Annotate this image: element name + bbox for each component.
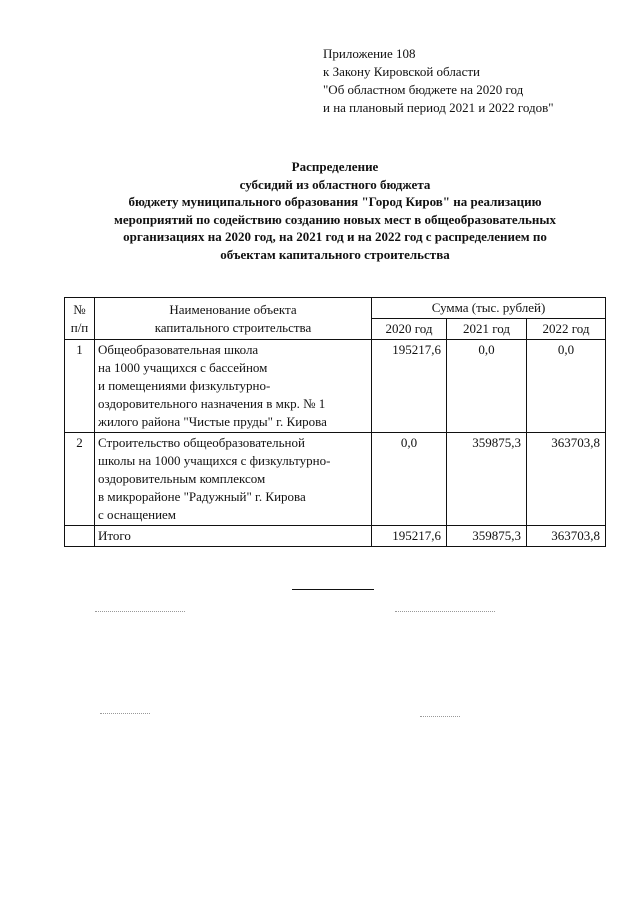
title-line: объектам капитального строительства	[220, 246, 450, 262]
row-name-line: в микрорайоне "Радужный" г. Кирова	[98, 489, 306, 504]
table-header-row	[65, 298, 606, 319]
header-year: 2020 год	[372, 319, 447, 340]
table-total-row	[65, 526, 606, 547]
table-row	[65, 433, 606, 526]
row-name-line: оздоровительным комплексом	[98, 471, 266, 486]
header-num	[65, 298, 95, 340]
appendix-line: "Об областном бюджете на 2020 год	[323, 82, 524, 97]
table-row	[65, 340, 606, 433]
row-name-line: Строительство общеобразовательной	[98, 435, 305, 450]
document-title	[60, 158, 610, 263]
row-value-2021: 0,0	[447, 340, 527, 433]
header-year: 2021 год	[447, 319, 527, 340]
row-name-line: жилого района "Чистые пруды" г. Кирова	[98, 414, 327, 429]
header-year: 2022 год	[527, 319, 606, 340]
title-line: организациях на 2020 год, на 2021 год и на 2022 год с распределением по	[123, 229, 547, 244]
title-line: субсидий из областного бюджета	[239, 176, 431, 192]
header-name-line: Наименование объекта	[169, 301, 297, 317]
row-name-line: и помещениями физкультурно-	[98, 378, 271, 393]
header-name-line: капитального строительства	[154, 319, 312, 335]
closing-rule	[292, 589, 374, 590]
row-name	[95, 340, 372, 433]
row-name-line: с оснащением	[98, 507, 177, 522]
total-value-2022: 363703,8	[527, 526, 606, 547]
header-num-line: №	[73, 301, 86, 317]
row-name-line: на 1000 учащихся с бассейном	[98, 360, 268, 375]
row-value-2022: 363703,8	[527, 433, 606, 526]
scan-smudge	[95, 611, 185, 612]
row-name-line: школы на 1000 учащихся с физкультурно-	[98, 453, 331, 468]
title-line: Распределение	[291, 159, 379, 174]
title-line: мероприятий по содействию созданию новых мест в общеобразовательных	[113, 211, 557, 227]
header-num-line: п/п	[70, 319, 89, 335]
appendix-line: Приложение 108	[323, 46, 416, 61]
subsidy-table	[64, 297, 606, 547]
row-value-2020: 0,0	[372, 433, 447, 526]
header-name	[95, 298, 372, 340]
row-name-line: Общеобразовательная школа	[98, 342, 259, 357]
row-value-2022: 0,0	[527, 340, 606, 433]
appendix-line: и на плановый период 2021 и 2022 годов"	[323, 100, 554, 115]
row-value-2021: 359875,3	[447, 433, 527, 526]
header-sum-group: Сумма (тыс. рублей)	[372, 298, 606, 319]
total-value-2021: 359875,3	[447, 526, 527, 547]
scan-smudge	[100, 713, 150, 714]
total-value-2020: 195217,6	[372, 526, 447, 547]
scan-smudge	[420, 716, 460, 717]
total-num	[65, 526, 95, 547]
appendix-block	[323, 45, 554, 117]
row-num: 2	[65, 433, 95, 526]
title-line: бюджету муниципального образования "Город Киров" на реализацию	[128, 194, 542, 209]
appendix-line: к Закону Кировской области	[323, 64, 480, 79]
row-num: 1	[65, 340, 95, 433]
row-name	[95, 433, 372, 526]
row-value-2020: 195217,6	[372, 340, 447, 433]
scan-smudge	[395, 611, 495, 612]
row-name-line: оздоровительного назначения в мкр. № 1	[98, 396, 326, 411]
total-label: Итого	[95, 526, 372, 547]
